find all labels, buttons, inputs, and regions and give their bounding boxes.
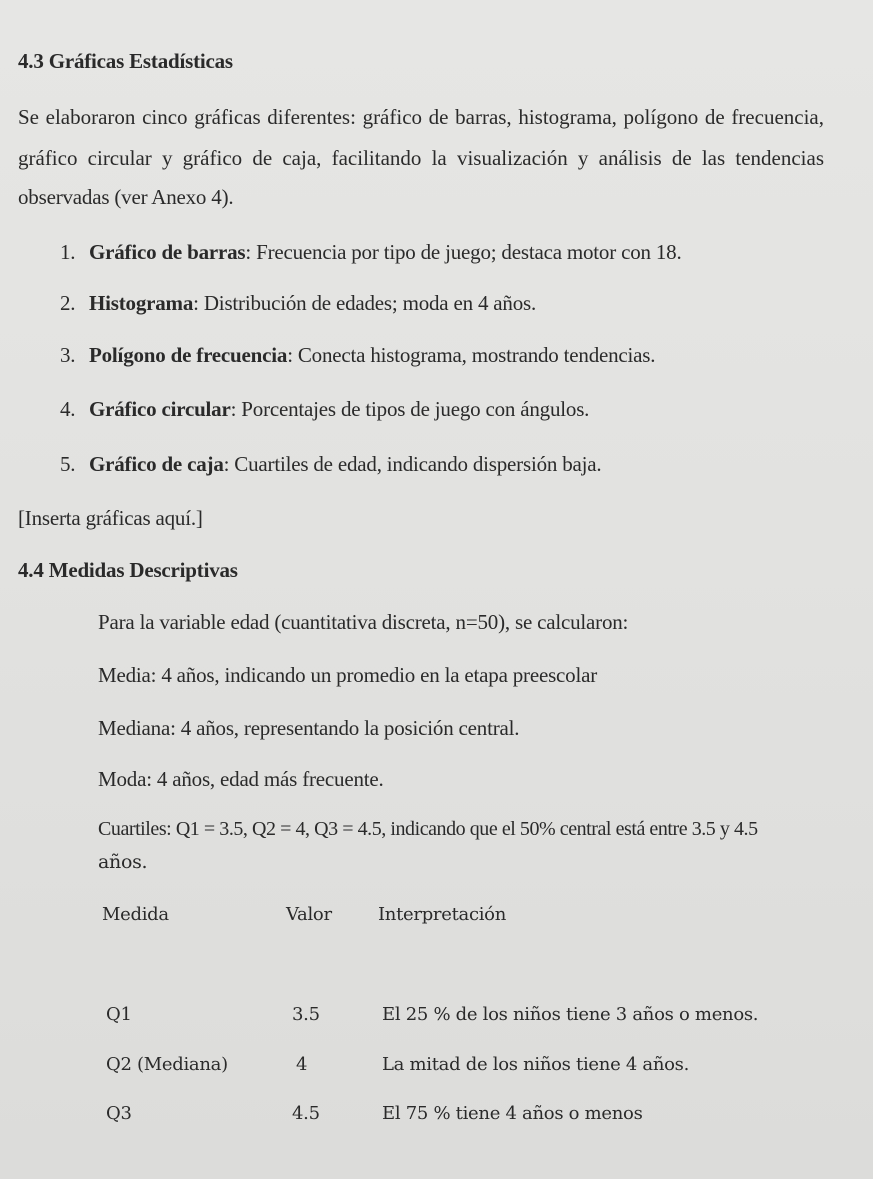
table-cell-interpretacion: El 75 % tiene 4 años o menos xyxy=(382,1103,643,1124)
list-item-term: Polígono de frecuencia xyxy=(89,343,288,367)
table-cell-interpretacion: La mitad de los niños tiene 4 años. xyxy=(382,1054,690,1075)
list-item-term: Histograma xyxy=(89,291,194,315)
list-item xyxy=(60,290,536,316)
list-item-description: : Distribución de edades; moda en 4 años. xyxy=(193,291,537,315)
paragraph-line-2: gráfico circular y gráfico de caja, facilitando la visualización y análisis de las tendencias xyxy=(18,146,824,170)
table-cell-medida: Q2 (Mediana) xyxy=(106,1054,228,1075)
list-item-term: Gráfico circular xyxy=(89,397,231,421)
insert-charts-placeholder: [Inserta gráficas aquí.] xyxy=(18,506,203,530)
list-item-number: 5. xyxy=(60,452,76,476)
section-title-4-4: 4.4 Medidas Descriptivas xyxy=(18,558,238,582)
list-item-number: 3. xyxy=(60,343,76,367)
mediana-text: Mediana: 4 años, representando la posición central. xyxy=(98,716,520,740)
table-header-valor: Valor xyxy=(286,904,332,925)
table-header-interpretacion: Interpretación xyxy=(378,904,507,925)
list-item-description: : Conecta histograma, mostrando tendencias. xyxy=(287,343,656,367)
table-cell-medida: Q3 xyxy=(106,1103,132,1124)
list-item-number: 4. xyxy=(60,397,76,421)
cuartiles-text: Cuartiles: Q1 = 3.5, Q2 = 4, Q3 = 4.5, indicando que el 50% central está entre 3.5 y 4.5 xyxy=(98,818,758,840)
cuartiles-text-continued: años. xyxy=(98,851,148,873)
list-item xyxy=(60,396,589,422)
list-item xyxy=(60,451,601,477)
paragraph-line-1: Se elaboraron cinco gráficas diferentes: gráfico de barras, histograma, polígono de frecuencia, xyxy=(18,105,824,129)
moda-text: Moda: 4 años, edad más frecuente. xyxy=(98,767,384,791)
list-item xyxy=(60,342,655,368)
section-title-4-3: 4.3 Gráficas Estadísticas xyxy=(18,49,233,73)
list-item-description: : Cuartiles de edad, indicando dispersión baja. xyxy=(223,452,602,476)
table-header-medida: Medida xyxy=(102,904,169,925)
table-cell-valor: 4.5 xyxy=(292,1103,320,1124)
table-cell-valor: 4 xyxy=(296,1054,308,1075)
list-item xyxy=(60,239,682,265)
list-item-number: 1. xyxy=(60,240,76,264)
list-item-number: 2. xyxy=(60,291,76,315)
list-item-term: Gráfico de barras xyxy=(89,240,246,264)
table-cell-valor: 3.5 xyxy=(292,1004,320,1025)
table-cell-interpretacion: El 25 % de los niños tiene 3 años o menos. xyxy=(382,1004,759,1025)
media-text: Media: 4 años, indicando un promedio en la etapa preescolar xyxy=(98,663,598,687)
paragraph-line-3: observadas (ver Anexo 4). xyxy=(18,185,234,209)
table-cell-medida: Q1 xyxy=(106,1004,132,1025)
list-item-description: : Frecuencia por tipo de juego; destaca motor con 18. xyxy=(245,240,682,264)
list-item-description: : Porcentajes de tipos de juego con ángulos. xyxy=(230,397,590,421)
list-item-term: Gráfico de caja xyxy=(89,452,224,476)
intro-text: Para la variable edad (cuantitativa discreta, n=50), se calcularon: xyxy=(98,610,629,634)
